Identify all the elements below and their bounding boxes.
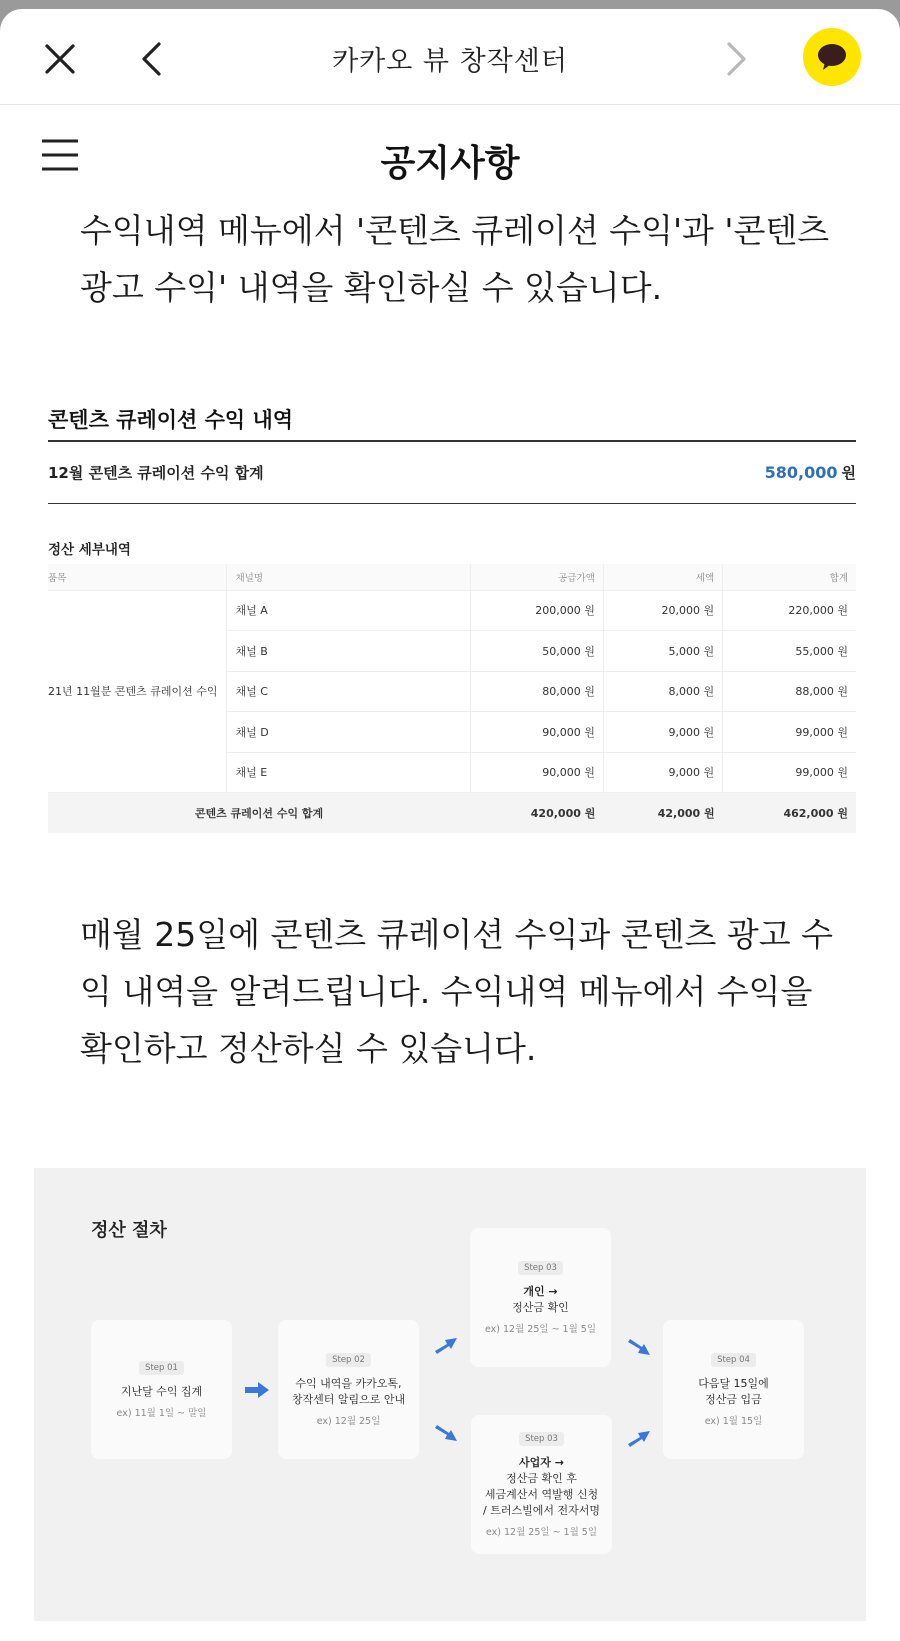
step-card-02 <box>278 1320 419 1459</box>
flow-title: 정산 절차 <box>91 1220 167 1241</box>
total-cell: 220,000 원 <box>723 590 856 631</box>
chevron-right-icon[interactable] <box>716 39 756 79</box>
step-date: ex) 12월 25일 ~ 1월 5일 <box>485 1526 598 1538</box>
tax-cell: 20,000 원 <box>603 590 722 631</box>
item-cell: 21년 11월분 콘텐츠 큐레이션 수익 <box>48 590 226 793</box>
settlement-flow-diagram <box>34 1168 866 1621</box>
app-sheet <box>0 9 900 1641</box>
column-header: 합계 <box>723 564 856 590</box>
supply-cell: 90,000 원 <box>470 752 603 793</box>
supply-cell: 90,000 원 <box>470 712 603 753</box>
column-header: 품목 <box>48 564 226 590</box>
revenue-sum-row <box>48 442 856 504</box>
kakaotalk-chat-icon[interactable] <box>803 28 861 86</box>
step-text-bold: 사업자 → <box>519 1455 564 1469</box>
step-text: 다음달 15일에 정산금 입금 <box>698 1376 769 1406</box>
step-date: ex) 12월 25일 ~ 1월 5일 <box>484 1323 597 1335</box>
channel-cell: 채널 A <box>226 590 470 631</box>
step-badge: Step 03 <box>518 1261 563 1275</box>
total-cell: 99,000 원 <box>723 752 856 793</box>
step-badge: Step 02 <box>326 1353 371 1367</box>
step-card-03-business <box>471 1415 612 1554</box>
settlement-table <box>48 564 856 833</box>
channel-cell: 채널 C <box>226 671 470 712</box>
arrow-down-right-icon <box>628 1338 650 1356</box>
revenue-sum-label: 12월 콘텐츠 큐레이션 수익 합계 <box>48 464 264 482</box>
arrow-up-right-icon <box>628 1430 650 1448</box>
top-navigation-bar <box>0 9 900 105</box>
total-cell: 88,000 원 <box>723 671 856 712</box>
step-date: ex) 11월 1일 ~ 말일 <box>116 1407 207 1419</box>
step-date: ex) 1월 15일 <box>704 1415 763 1427</box>
step-date: ex) 12월 25일 <box>316 1415 381 1427</box>
column-header: 공급가액 <box>470 564 603 590</box>
table-header-row <box>48 564 856 590</box>
step-card-04 <box>663 1320 804 1459</box>
step-text: 정산금 확인 <box>512 1300 569 1314</box>
detail-label: 정산 세부내역 <box>48 542 131 558</box>
step-text: 수익 내역을 카카오톡, 창작센터 알림으로 안내 <box>291 1376 406 1406</box>
total-supply-cell: 420,000 원 <box>470 793 603 834</box>
revenue-detail-figure <box>48 404 856 833</box>
step-text-bold: 개인 → <box>523 1284 558 1298</box>
total-label-cell: 콘텐츠 큐레이션 수익 합계 <box>48 793 470 834</box>
table-total-row <box>48 793 856 834</box>
supply-cell: 200,000 원 <box>470 590 603 631</box>
second-paragraph: 매월 25일에 콘텐츠 큐레이션 수익과 콘텐츠 광고 수익 내역을 알려드립니다. 수익내역 메뉴에서 수익을 확인하고 정산하실 수 있습니다. <box>80 915 833 1068</box>
total-total-cell: 462,000 원 <box>723 793 856 834</box>
revenue-sum-unit: 원 <box>841 464 856 482</box>
chevron-left-icon[interactable] <box>132 39 172 79</box>
tax-cell: 5,000 원 <box>603 631 722 672</box>
channel-cell: 채널 D <box>226 712 470 753</box>
tax-cell: 8,000 원 <box>603 671 722 712</box>
window-title: 카카오 뷰 창작센터 <box>332 46 568 77</box>
supply-cell: 80,000 원 <box>470 671 603 712</box>
step-card-03-individual <box>470 1228 611 1367</box>
revenue-title: 콘텐츠 큐레이션 수익 내역 <box>48 404 856 442</box>
step-text: 지난달 수익 집계 <box>120 1384 203 1398</box>
table-row <box>48 590 856 631</box>
page-header <box>0 105 900 197</box>
arrow-right-icon <box>245 1382 269 1398</box>
step-text: 정산금 확인 후 세금계산서 역발행 신청 / 트러스빌에서 전자서명 <box>483 1471 600 1517</box>
arrow-down-right-icon <box>435 1424 457 1442</box>
page-title: 공지사항 <box>380 143 520 184</box>
intro-paragraph: 수익내역 메뉴에서 '콘텐츠 큐레이션 수익'과 '콘텐츠 광고 수익' 내역을 확인하실 수 있습니다. <box>80 211 830 307</box>
column-header: 세액 <box>603 564 722 590</box>
channel-cell: 채널 E <box>226 752 470 793</box>
step-card-01 <box>91 1320 232 1459</box>
tax-cell: 9,000 원 <box>603 712 722 753</box>
supply-cell: 50,000 원 <box>470 631 603 672</box>
arrow-up-right-icon <box>435 1337 457 1355</box>
close-icon[interactable] <box>40 39 80 79</box>
column-header: 채널명 <box>226 564 470 590</box>
step-badge: Step 01 <box>139 1361 184 1375</box>
total-cell: 99,000 원 <box>723 712 856 753</box>
channel-cell: 채널 B <box>226 631 470 672</box>
step-badge: Step 04 <box>711 1353 756 1367</box>
step-badge: Step 03 <box>519 1432 564 1446</box>
tax-cell: 9,000 원 <box>603 752 722 793</box>
total-tax-cell: 42,000 원 <box>603 793 722 834</box>
total-cell: 55,000 원 <box>723 631 856 672</box>
revenue-sum-amount: 580,000 <box>764 463 838 482</box>
